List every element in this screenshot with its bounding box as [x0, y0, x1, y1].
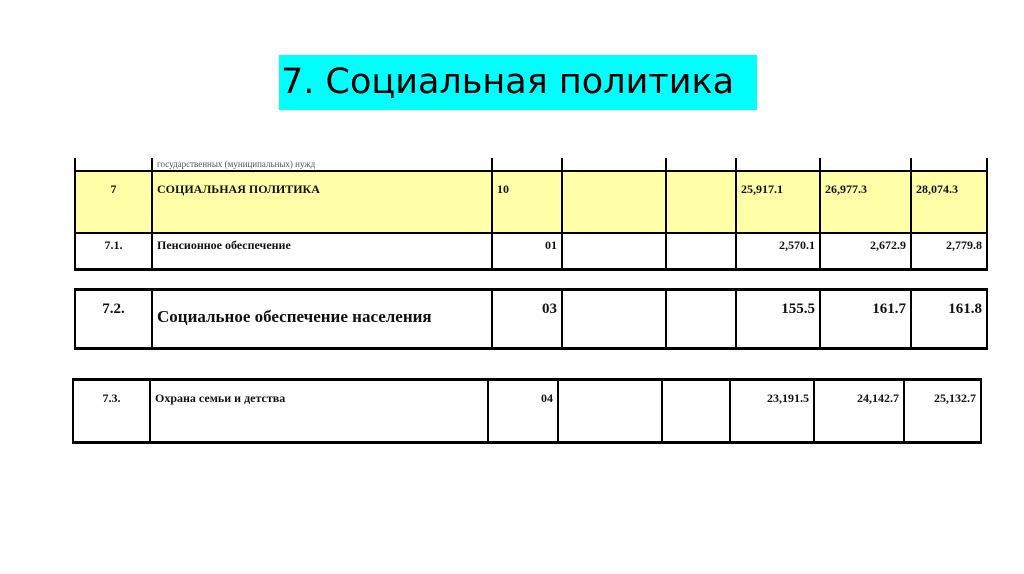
row-value-2: 2,672.9: [820, 233, 911, 270]
row-name: Социальное обеспечение населения: [152, 290, 492, 349]
row-code: 04: [488, 380, 558, 443]
row-number: 7.2.: [75, 290, 152, 349]
cell-blank: [562, 171, 666, 233]
row-code: 10: [492, 171, 562, 233]
row-value-3: 2,779.8: [911, 233, 987, 270]
cell-blank: [666, 158, 736, 171]
cell-blank: [562, 290, 666, 349]
budget-table-fragment: [74, 288, 988, 350]
row-value-3: 28,074.3: [911, 171, 987, 233]
cell-blank: [492, 158, 562, 171]
slide-title: 7. Социальная политика: [279, 55, 757, 110]
cell-blank: [666, 290, 736, 349]
cell-blank: [662, 380, 730, 443]
table-row: [75, 290, 987, 349]
row-value-1: 25,917.1: [736, 171, 820, 233]
budget-table-fragment: [72, 378, 982, 444]
table-row: [73, 380, 981, 443]
row-name: СОЦИАЛЬНАЯ ПОЛИТИКА: [152, 171, 492, 233]
row-value-2: 26,977.3: [820, 171, 911, 233]
cell-blank: [562, 233, 666, 270]
row-value-2: 24,142.7: [814, 380, 904, 443]
table-row-section: [75, 171, 987, 233]
cell-blank: [666, 233, 736, 270]
row-value-2: 161.7: [820, 290, 911, 349]
cut-header-text: государственных (муниципальных) нужд: [152, 158, 492, 171]
row-value-3: 25,132.7: [904, 380, 981, 443]
cell-blank: [75, 158, 152, 171]
row-value-3: 161.8: [911, 290, 987, 349]
cell-blank: [562, 158, 666, 171]
cell-blank: [820, 158, 911, 171]
row-number: 7: [75, 171, 152, 233]
budget-table-section: [74, 158, 988, 271]
row-code: 03: [492, 290, 562, 349]
row-name: Охрана семьи и детства: [150, 380, 488, 443]
row-code: 01: [492, 233, 562, 270]
cell-blank: [911, 158, 987, 171]
row-value-1: 23,191.5: [730, 380, 814, 443]
row-number: 7.1.: [75, 233, 152, 270]
row-value-1: 155.5: [736, 290, 820, 349]
cell-blank: [558, 380, 662, 443]
table-row-cut-header: [75, 158, 987, 171]
row-name: Пенсионное обеспечение: [152, 233, 492, 270]
cell-blank: [736, 158, 820, 171]
row-value-1: 2,570.1: [736, 233, 820, 270]
row-number: 7.3.: [73, 380, 150, 443]
table-row: [75, 233, 987, 270]
cell-blank: [666, 171, 736, 233]
